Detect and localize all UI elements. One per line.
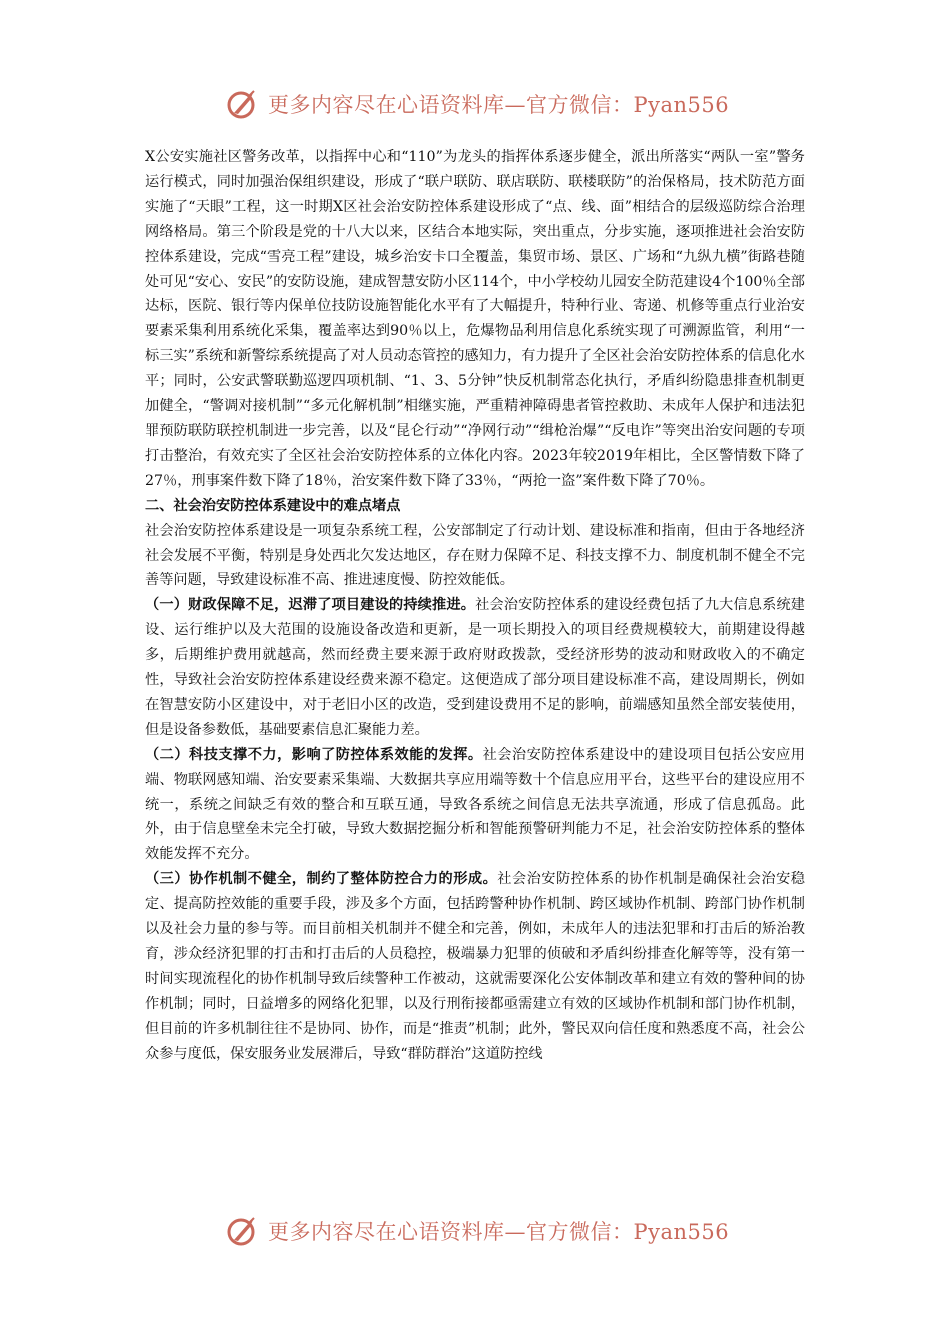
watermark-banner-bottom	[226, 1213, 746, 1249]
section-heading-text: 二、社会治安防控体系建设中的难点堵点	[145, 497, 401, 514]
paragraph-text: X公安实施社区警务改革，以指挥中心和“110”为龙头的指挥体系逐步健全，派出所落实“两队一室”警务运行模式，同时加强治保组织建设，形成了“联户联防、联店联防、联楼联防”的治保格局，技术防范方面实施了“天眼”工程，这一时期X区社会治安防控体系建设形成了“点、线、面”相结合的层级巡防综合治理网络格局。第三个阶段是党的十八大以来，区结合本地实际，突出重点，分步实施，逐项推进社会治安防控体系建设，完成“雪亮工程”建设，城乡治安卡口全覆盖，集贸市场、景区、广场和“九纵九横”街路巷随处可见“安心、安民”的安防设施，建成智慧安防小区114个，中小学校幼儿园安全防范建设4个100％全部达标，医院、银行等内保单位技防设施智能化水平有了大幅提升，特种行业、寄递、机修等重点行业治安要素采集利用系统化采集，覆盖率达到90％以上，危爆物品利用信息化系统实现了可溯源监管，利用“一标三实”系统和新警综系统提高了对人员动态管控的感知力，有力提升了全区社会治安防控体系的信息化水平；同时，公安武警联勤巡逻四项机制、“1、3、5分钟”快反机制常态化执行，矛盾纠纷隐患排查机制更加健全，“警调对接机制”“多元化解机制”相继实施，严重精神障碍患者管控救助、未成年人保护和违法犯罪预防联防联控机制进一步完善，以及“昆仑行动”“净网行动”“缉枪治爆”“反电诈”等突出治安问题的专项打击整治，有效充实了全区社会治安防控体系的立体化内容。2023年较2019年相比，全区警情数下降了27％，刑事案件数下降了18％，治安案件数下降了33％，“两抢一盗”案件数下降了70％。	[145, 149, 805, 489]
paragraph	[145, 867, 805, 1066]
pen-logo-icon	[226, 87, 260, 121]
paragraph	[145, 743, 805, 868]
watermark-banner-top	[226, 86, 746, 122]
paragraph-lead: （二）科技支撑不力，影响了防控体系效能的发挥。	[145, 746, 483, 763]
paragraph-text: 社会治安防控体系的协作机制是确保社会治安稳定、提高防控效能的重要手段，涉及多个方面，包括跨警种协作机制、跨区域协作机制、跨部门协作机制以及社会力量的参与等。而目前相关机制并不健全和完善，例如，未成年人的违法犯罪和打击后的矫治教育，涉众经济犯罪的打击和打击后的人员稳控，极端暴力犯罪的侦破和矛盾纠纷排查化解等等，没有第一时间实现流程化的协作机制导致后续警种工作被动，这就需要深化公安体制改革和建立有效的警种间的协作机制；同时，日益增多的网络化犯罪，以及行刑衔接都亟需建立有效的区域协作机制和部门协作机制，但目前的许多机制往往不是协同、协作，而是“推责”机制；此外，警民双向信任度和熟悉度不高，社会公众参与度低，保安服务业发展滞后，导致“群防群治”这道防控线	[145, 871, 805, 1062]
paragraph-lead: （一）财政保障不足，迟滞了项目建设的持续推进。	[145, 597, 476, 614]
watermark-text: 更多内容尽在心语资料库—官方微信：Pyan556	[268, 1220, 730, 1244]
paragraph	[145, 145, 805, 494]
paragraph-text: 社会治安防控体系建设是一项复杂系统工程，公安部制定了行动计划、建设标准和指南，但由于各地经济社会发展不平衡，特别是身处西北欠发达地区，存在财力保障不足、科技支撑不力、制度机制不健全不完善等问题，导致建设标准不高、推进速度慢、防控效能低。	[145, 522, 805, 589]
watermark-text: 更多内容尽在心语资料库—官方微信：Pyan556	[268, 93, 730, 117]
paragraph-lead: （三）协作机制不健全，制约了整体防控合力的形成。	[145, 871, 498, 888]
document-body	[145, 145, 805, 1067]
paragraph	[145, 519, 805, 594]
paragraph-text: 社会治安防控体系的建设经费包括了九大信息系统建设、运行维护以及大范围的设施设备改造和更新，是一项长期投入的项目经费规模较大，前期建设得越多，后期维护费用就越高，然而经费主要来源于政府财政拨款，受经济形势的波动和财政收入的不确定性，导致社会治安防控体系建设经费来源不稳定。这便造成了部分项目建设标准不高，建设周期长，例如在智慧安防小区建设中，对于老旧小区的改造，受到建设费用不足的影响，前端感知虽然全部安装使用，但是设备参数低，基础要素信息汇聚能力差。	[145, 597, 805, 738]
paragraph	[145, 593, 805, 742]
pen-logo-icon	[226, 1214, 260, 1248]
paragraph-text: 社会治安防控体系建设中的建设项目包括公安应用端、物联网感知端、治安要素采集端、大数据共享应用端等数十个信息应用平台，这些平台的建设应用不统一，系统之间缺乏有效的整合和互联互通，导致各系统之间信息无法共享流通，形成了信息孤岛。此外，由于信息壁垒未完全打破，导致大数据挖掘分析和智能预警研判能力不足，社会治安防控体系的整体效能发挥不充分。	[145, 746, 805, 863]
section-heading	[145, 494, 805, 519]
